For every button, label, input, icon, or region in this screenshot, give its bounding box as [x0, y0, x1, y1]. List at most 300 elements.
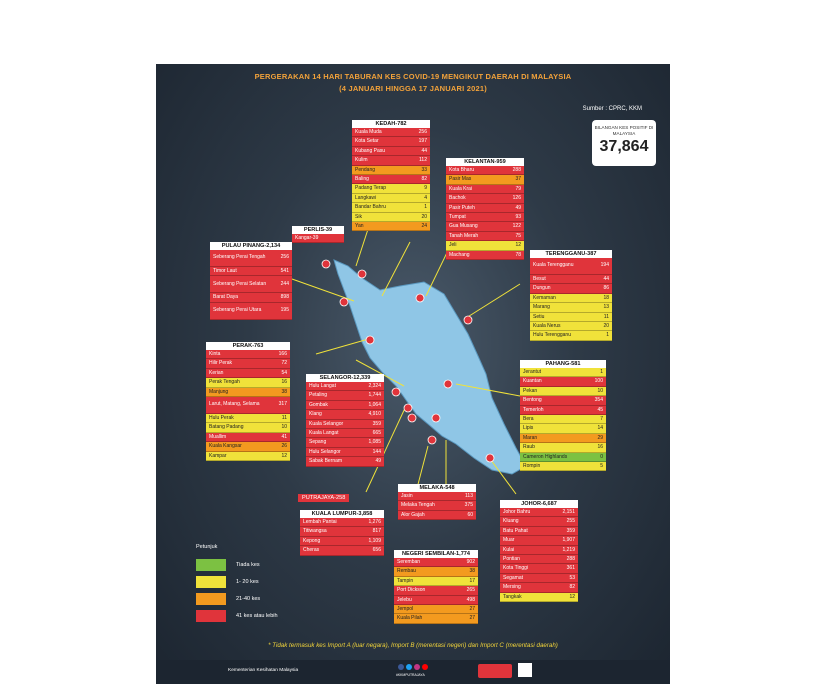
- district-count: 1: [606, 332, 609, 339]
- district-name: Pontian: [503, 555, 520, 562]
- district-row: [210, 267, 292, 276]
- panel-title: KEDAH-782: [352, 120, 430, 128]
- district-name: Jempol: [397, 605, 414, 612]
- district-name: Seberang Perai Utara: [213, 307, 262, 314]
- district-count: 44: [603, 276, 609, 282]
- panel-rows: [352, 128, 430, 231]
- district-count: 166: [278, 351, 287, 357]
- district-name: Jelebu: [397, 596, 412, 603]
- campaign-logo: [478, 664, 512, 678]
- panel-kedah: [352, 120, 430, 231]
- district-count: 100: [594, 378, 603, 385]
- district-name: Larut, Matang, Selama: [209, 401, 260, 408]
- district-name: Kota Bharu: [449, 167, 475, 173]
- district-count: 5: [600, 462, 603, 469]
- district-row: [446, 204, 524, 213]
- district-count: 197: [418, 138, 427, 145]
- district-name: Kuala Nerus: [533, 322, 561, 329]
- district-name: Hulu Langat: [309, 383, 336, 389]
- district-row: [398, 501, 476, 510]
- district-row: [306, 438, 384, 447]
- district-count: 361: [566, 565, 575, 572]
- district-name: Sepang: [309, 439, 327, 446]
- legend-swatch: [196, 576, 226, 588]
- district-row: [306, 410, 384, 419]
- panel-pahang: [520, 360, 606, 471]
- district-name: Kuala Langat: [309, 429, 339, 436]
- pin-perak: [366, 336, 374, 344]
- panel-rows: [292, 234, 344, 243]
- pin-melaka: [428, 436, 436, 444]
- district-count: 9: [424, 185, 427, 192]
- district-row: [206, 414, 290, 423]
- district-name: Batu Pahat: [503, 527, 528, 534]
- district-row: [300, 518, 384, 527]
- district-name: Gua Musang: [449, 223, 478, 230]
- district-count: 1: [424, 204, 427, 211]
- district-row: [352, 166, 430, 175]
- district-count: 82: [569, 584, 575, 591]
- district-count: 20: [421, 213, 427, 220]
- district-row: [292, 234, 344, 243]
- district-name: Batang Padang: [209, 424, 244, 431]
- district-name: Kota Setar: [355, 138, 379, 145]
- pin-selangor: [392, 388, 400, 396]
- district-row: [500, 517, 578, 526]
- district-count: 41: [281, 433, 287, 440]
- district-count: 359: [566, 527, 575, 534]
- district-count: 112: [419, 157, 427, 164]
- district-row: [520, 453, 606, 462]
- social-icons: [398, 664, 428, 670]
- district-row: [500, 555, 578, 564]
- district-name: Seberang Perai Tengah: [213, 254, 266, 261]
- district-name: Kuala Terengganu: [533, 262, 574, 269]
- panel-perak: [206, 342, 290, 461]
- district-row: [530, 331, 612, 340]
- district-count: 54: [281, 369, 287, 376]
- district-name: Kampar: [209, 452, 227, 459]
- ministry-label: Kementerian Kesihatan Malaysia: [228, 668, 299, 673]
- district-name: Tanah Merah: [449, 232, 479, 239]
- district-row: [206, 350, 290, 359]
- legend-swatch: [196, 593, 226, 605]
- footnote: * Tidak termasuk kes Import A (luar negara), Import B (merentasi negeri) dan Import C (merentasi daerah): [268, 642, 558, 649]
- district-row: [500, 546, 578, 555]
- district-row: [500, 583, 578, 592]
- panel-title: JOHOR-6,687: [500, 500, 578, 508]
- pin-kedah: [358, 270, 366, 278]
- district-row: [520, 396, 606, 405]
- twitter-icon: [406, 664, 412, 670]
- pin-johor: [486, 454, 494, 462]
- legend-label: 21-40 kes: [236, 595, 261, 602]
- panel-rows: [210, 250, 292, 320]
- district-name: Titiwangsa: [303, 528, 327, 535]
- district-name: Hulu Terengganu: [533, 332, 571, 339]
- district-row: [500, 564, 578, 573]
- district-name: Barat Daya: [213, 294, 239, 301]
- district-row: [352, 213, 430, 222]
- district-row: [306, 448, 384, 457]
- district-count: 194: [600, 262, 609, 269]
- district-count: 12: [515, 242, 521, 249]
- district-count: 0: [600, 453, 603, 460]
- district-count: 144: [372, 448, 381, 455]
- district-row: [394, 614, 478, 623]
- district-count: 16: [597, 444, 603, 451]
- panel-title: TERENGGANU-387: [530, 250, 612, 258]
- district-name: Johor Bahru: [503, 509, 531, 515]
- panel-rows: [306, 382, 384, 467]
- district-count: 75: [515, 232, 521, 239]
- district-count: 37: [515, 176, 521, 183]
- district-row: [210, 303, 292, 320]
- district-row: [446, 185, 524, 194]
- district-count: 288: [512, 167, 521, 173]
- panel-title: KELANTAN-959: [446, 158, 524, 166]
- district-row: [520, 415, 606, 424]
- poster-title: PERGERAKAN 14 HARI TABURAN KES COVID-19 MENGIKUT DAERAH DI MALAYSIA: [254, 72, 572, 81]
- district-row: [210, 276, 292, 293]
- district-row: [446, 194, 524, 203]
- map-legend: [196, 544, 278, 624]
- total-cases-value: 37,864: [599, 138, 649, 155]
- panel-title: KUALA LUMPUR-3,858: [300, 510, 384, 518]
- panel-title: PERLIS-39: [292, 226, 344, 234]
- district-name: Gombak: [309, 401, 328, 408]
- pin-putrajaya: [408, 414, 416, 422]
- district-row: [206, 442, 290, 451]
- district-row: [306, 420, 384, 429]
- district-count: 86: [603, 285, 609, 292]
- legend-label: Tiada kes: [236, 561, 260, 568]
- district-count: 18: [603, 294, 609, 301]
- district-count: 45: [597, 406, 603, 413]
- district-count: 20: [603, 322, 609, 329]
- district-count: 12: [281, 452, 287, 459]
- qr-code-icon: [518, 663, 532, 677]
- district-row: [210, 293, 292, 302]
- panel-rows: [520, 368, 606, 471]
- district-count: 26: [281, 443, 287, 450]
- infographic-poster: [156, 64, 670, 684]
- district-count: 78: [515, 251, 521, 258]
- district-row: [300, 527, 384, 536]
- panel-perlis: [292, 226, 344, 243]
- district-name: Temerloh: [523, 406, 544, 413]
- legend-label: 41 kes atau lebih: [236, 612, 278, 619]
- district-count: 817: [372, 528, 381, 535]
- panel-rows: [394, 558, 478, 624]
- district-row: [306, 429, 384, 438]
- district-row: [352, 175, 430, 184]
- district-count: 7: [600, 415, 603, 422]
- district-count: 11: [603, 313, 609, 320]
- total-cases-label: BILANGAN KES POSITIF DI MALAYSIA: [594, 125, 654, 136]
- district-count: 49: [375, 458, 381, 465]
- pin-perlis: [322, 260, 330, 268]
- district-name: Marang: [533, 304, 550, 311]
- panel-rows: [206, 350, 290, 461]
- district-name: Pendang: [355, 166, 376, 173]
- source-label: Sumber : CPRC, KKM: [582, 106, 642, 112]
- district-name: Alor Gajah: [401, 511, 425, 518]
- district-row: [520, 368, 606, 377]
- district-count: 359: [372, 420, 381, 427]
- district-count: 60: [467, 511, 473, 518]
- district-count: 126: [512, 195, 521, 202]
- district-row: [520, 406, 606, 415]
- district-row: [352, 203, 430, 212]
- district-name: Setiu: [533, 313, 545, 320]
- district-name: Pasir Mas: [449, 176, 472, 183]
- district-row: [206, 378, 290, 387]
- district-row: [394, 596, 478, 605]
- district-count: 38: [281, 388, 287, 395]
- poster-subtitle: (4 JANUARI HINGGA 17 JANUARI 2021): [339, 84, 487, 93]
- district-name: Kubang Pasu: [355, 147, 386, 154]
- pin-kelantan: [416, 294, 424, 302]
- district-row: [394, 567, 478, 576]
- district-name: Bera: [523, 415, 534, 422]
- district-count: 38: [469, 568, 475, 575]
- district-name: Besut: [533, 276, 546, 282]
- district-name: Sabak Bernam: [309, 458, 343, 465]
- district-name: Kluang: [503, 518, 519, 525]
- panel-title: SELANGOR-12,339: [306, 374, 384, 382]
- district-count: 244: [280, 280, 289, 287]
- district-row: [530, 275, 612, 284]
- district-row: [520, 462, 606, 471]
- panel-rows: [500, 508, 578, 602]
- district-name: Pasir Puteh: [449, 204, 475, 211]
- district-count: 24: [421, 222, 427, 229]
- district-name: Bachok: [449, 195, 466, 202]
- district-name: Lembah Pantai: [303, 519, 337, 525]
- district-count: 93: [515, 213, 521, 220]
- district-count: 29: [597, 434, 603, 441]
- district-name: Muar: [503, 537, 515, 544]
- district-row: [352, 128, 430, 137]
- panel-title: NEGERI SEMBILAN-1,774: [394, 550, 478, 558]
- district-name: Padang Terap: [355, 185, 387, 192]
- district-count: 2,324: [368, 383, 381, 389]
- district-row: [398, 492, 476, 501]
- district-name: Kulim: [355, 157, 368, 164]
- district-name: Hulu Selangor: [309, 448, 341, 455]
- district-name: Klang: [309, 411, 322, 418]
- panel-kelantan: [446, 158, 524, 260]
- panel-rows: [398, 492, 476, 520]
- district-row: [352, 147, 430, 156]
- district-name: Melaka Tengah: [401, 502, 435, 509]
- pin-terengganu: [464, 316, 472, 324]
- district-row: [520, 434, 606, 443]
- pin-kl: [404, 404, 412, 412]
- district-name: Kangar-39: [295, 235, 319, 241]
- district-name: Tangkak: [503, 593, 522, 600]
- district-row: [352, 222, 430, 231]
- district-row: [206, 423, 290, 432]
- district-count: 656: [372, 547, 381, 554]
- panel-johor: [500, 500, 578, 602]
- district-count: 13: [603, 304, 609, 311]
- district-name: Raub: [523, 444, 535, 451]
- district-count: 79: [515, 185, 521, 192]
- district-count: 82: [421, 175, 427, 182]
- district-row: [300, 537, 384, 546]
- district-count: 1,064: [368, 401, 381, 408]
- pin-pahang: [444, 380, 452, 388]
- district-count: 317: [278, 401, 287, 408]
- district-name: Rembau: [397, 568, 416, 575]
- district-row: [520, 377, 606, 386]
- panel-melaka: [398, 484, 476, 520]
- district-name: Machang: [449, 251, 470, 258]
- district-name: Petaling: [309, 392, 328, 399]
- district-row: [306, 457, 384, 466]
- district-count: 1,907: [562, 537, 575, 544]
- district-count: 33: [421, 166, 427, 173]
- district-row: [206, 433, 290, 442]
- district-row: [394, 586, 478, 595]
- district-row: [530, 258, 612, 275]
- district-row: [394, 558, 478, 567]
- legend-title: Petunjuk: [196, 544, 218, 550]
- social-handle: #KKMPUTRAJAYA: [396, 673, 425, 677]
- district-name: Baling: [355, 175, 369, 182]
- district-name: Jeli: [449, 242, 457, 249]
- district-count: 12: [569, 593, 575, 600]
- district-row: [500, 508, 578, 517]
- district-count: 256: [280, 254, 289, 261]
- district-row: [530, 294, 612, 303]
- district-count: 255: [566, 518, 575, 525]
- district-count: 17: [469, 577, 475, 584]
- legend-swatch: [196, 559, 226, 571]
- panel-title: PAHANG-581: [520, 360, 606, 368]
- district-count: 44: [421, 147, 427, 154]
- district-name: Langkawi: [355, 194, 377, 201]
- district-name: Kemaman: [533, 294, 556, 301]
- district-count: 541: [280, 268, 289, 274]
- district-name: Yan: [355, 222, 364, 229]
- district-count: 49: [515, 204, 521, 211]
- district-row: [206, 359, 290, 368]
- district-count: 53: [569, 574, 575, 581]
- district-count: 498: [466, 596, 475, 603]
- district-name: Sik: [355, 213, 362, 220]
- district-row: [306, 401, 384, 410]
- district-name: Cameron Highlands: [523, 453, 568, 460]
- district-row: [520, 443, 606, 452]
- legend-item: [196, 590, 278, 607]
- district-count: 72: [281, 360, 287, 367]
- panel-rows: [530, 258, 612, 341]
- district-name: Dungun: [533, 285, 551, 292]
- district-row: [520, 424, 606, 433]
- district-count: 354: [594, 397, 603, 404]
- district-name: Kuala Muda: [355, 129, 382, 135]
- district-name: Seberang Perai Selatan: [213, 280, 267, 287]
- pin-penang: [340, 298, 348, 306]
- district-count: 665: [372, 429, 381, 436]
- district-count: 1,219: [562, 546, 575, 553]
- district-name: Bentong: [523, 397, 542, 404]
- panel-negeri-sembilan: [394, 550, 478, 624]
- district-row: [446, 241, 524, 250]
- district-row: [500, 527, 578, 536]
- district-row: [352, 184, 430, 193]
- district-name: Manjung: [209, 388, 229, 395]
- district-name: Kuala Pilah: [397, 615, 423, 622]
- pin-ns: [432, 414, 440, 422]
- district-name: Kuantan: [523, 378, 542, 385]
- district-name: Jerantut: [523, 369, 542, 375]
- district-row: [446, 222, 524, 231]
- district-count: 10: [597, 387, 603, 394]
- district-row: [500, 574, 578, 583]
- district-name: Segamat: [503, 574, 524, 581]
- district-name: Port Dickson: [397, 587, 426, 594]
- district-row: [352, 194, 430, 203]
- district-name: Kulai: [503, 546, 515, 553]
- district-count: 27: [469, 615, 475, 622]
- district-row: [530, 303, 612, 312]
- district-name: Kuala Selangor: [309, 420, 344, 427]
- district-count: 375: [464, 502, 473, 509]
- district-name: Hulu Perak: [209, 414, 234, 421]
- district-row: [530, 322, 612, 331]
- panel-rows: [300, 518, 384, 556]
- district-count: 265: [466, 587, 475, 594]
- district-row: [446, 213, 524, 222]
- district-row: [306, 382, 384, 391]
- district-count: 1: [600, 369, 603, 375]
- district-name: Bandar Bahru: [355, 204, 386, 211]
- legend-item: [196, 573, 278, 590]
- district-row: [306, 391, 384, 400]
- district-count: 11: [281, 414, 287, 421]
- panel-kl: [300, 510, 384, 556]
- district-name: Kuala Krai: [449, 185, 473, 192]
- district-name: Timor Laut: [213, 268, 237, 274]
- district-count: 288: [566, 555, 575, 562]
- district-name: Jasin: [401, 493, 413, 499]
- district-row: [206, 369, 290, 378]
- district-count: 898: [280, 294, 289, 301]
- district-name: Tampin: [397, 577, 414, 584]
- instagram-icon: [414, 664, 420, 670]
- district-name: Seremban: [397, 559, 421, 565]
- district-row: [500, 536, 578, 545]
- panel-title: PULAU PINANG-2,134: [210, 242, 292, 250]
- district-name: Lipis: [523, 425, 534, 432]
- district-count: 122: [512, 223, 521, 230]
- district-count: 902: [466, 559, 475, 565]
- district-count: 1,109: [368, 537, 381, 544]
- district-name: Kota Tinggi: [503, 565, 529, 572]
- district-row: [206, 397, 290, 414]
- district-name: Rompin: [523, 462, 541, 469]
- district-name: Kinta: [209, 351, 221, 357]
- legend-item: [196, 607, 278, 624]
- district-row: [300, 546, 384, 555]
- panel-title: MELAKA-548: [398, 484, 476, 492]
- district-count: 16: [281, 379, 287, 386]
- district-name: Pekan: [523, 387, 538, 394]
